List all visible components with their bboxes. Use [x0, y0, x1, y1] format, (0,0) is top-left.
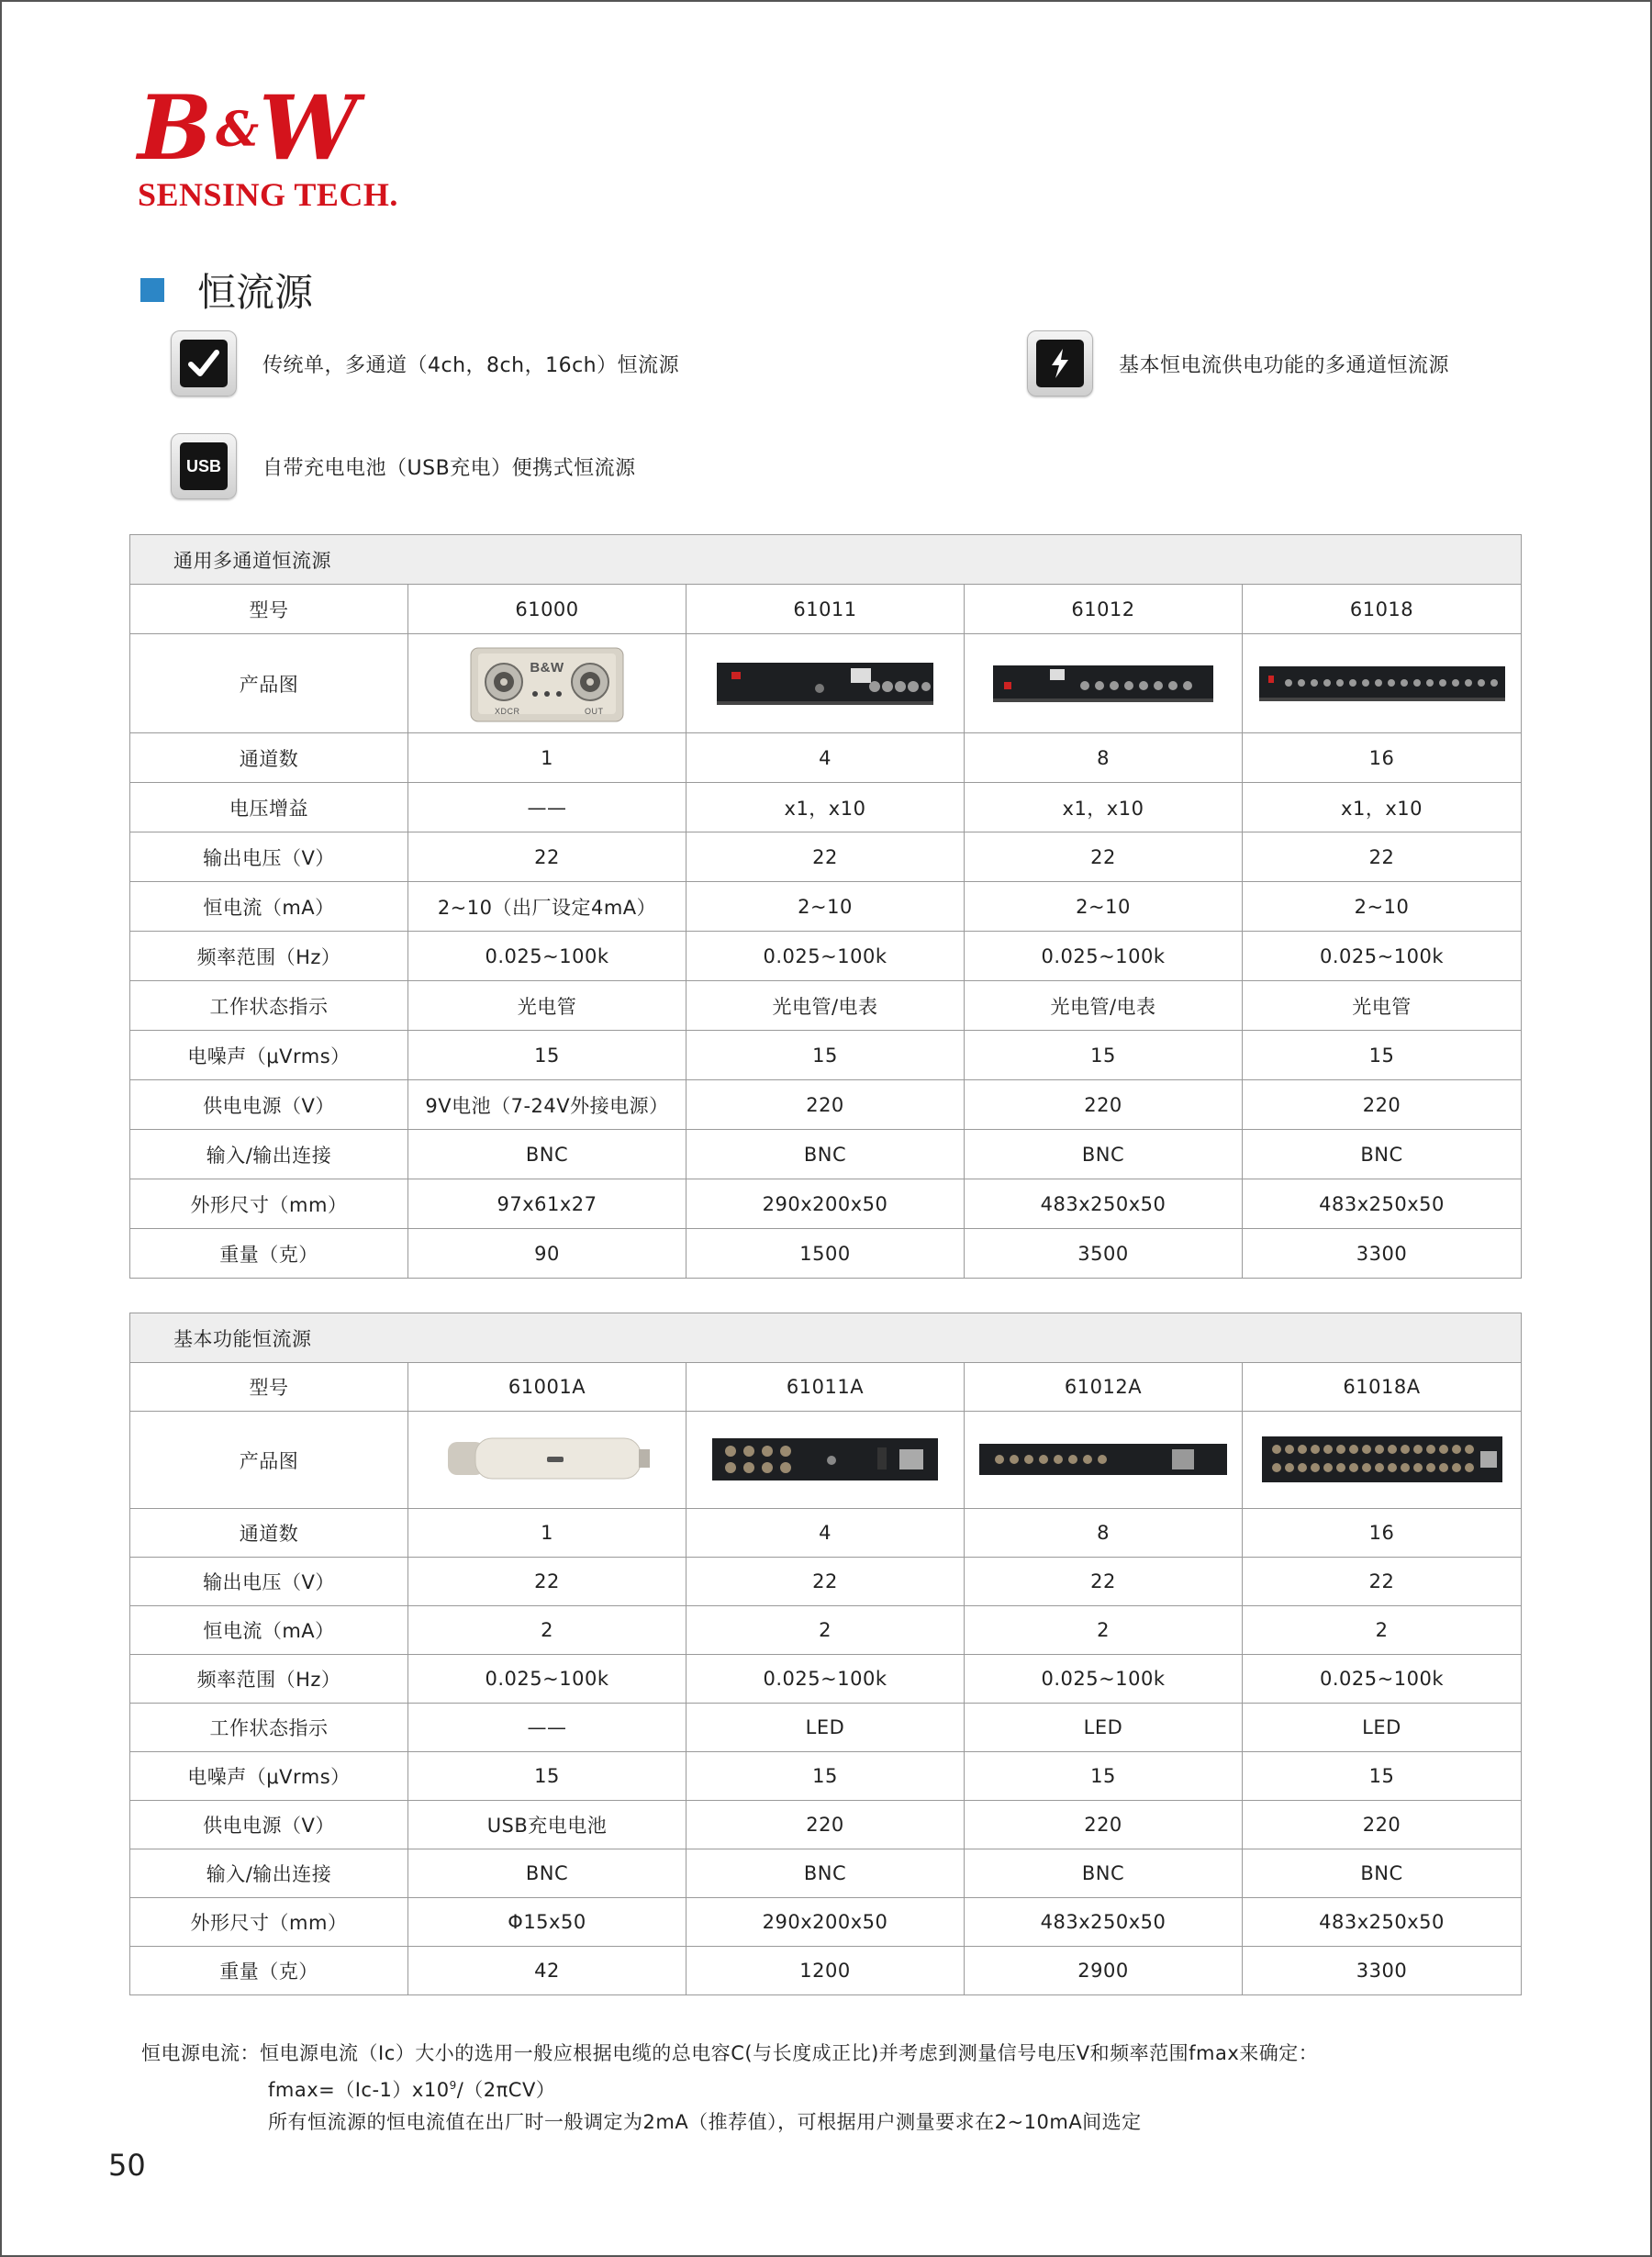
table-row — [130, 1606, 1522, 1655]
row-label: 外形尺寸（mm） — [130, 1179, 408, 1229]
cell: 483x250x50 — [1243, 1898, 1522, 1947]
row-label: 电压增益 — [130, 783, 408, 832]
cell: 22 — [408, 832, 686, 882]
row-label: 恒电流（mA） — [130, 882, 408, 932]
table-caption-row — [130, 1313, 1522, 1363]
cell: 15 — [408, 1752, 686, 1801]
cell: USB充电电池 — [408, 1801, 686, 1849]
brand-logo — [138, 76, 398, 213]
cell: BNC — [408, 1849, 686, 1898]
row-label: 输出电压（V） — [130, 832, 408, 882]
table-row — [130, 1704, 1522, 1752]
cell: 61012 — [965, 585, 1243, 634]
logo-subtitle: SENSING TECH. — [138, 176, 398, 213]
cell: 0.025~100k — [686, 932, 965, 981]
usb-icon: USB — [171, 433, 237, 499]
cell: —— — [408, 1704, 686, 1752]
table-caption: 基本功能恒流源 — [130, 1313, 1522, 1363]
cell: 220 — [1243, 1801, 1522, 1849]
row-label: 重量（克） — [130, 1947, 408, 1995]
product-image-61011 — [686, 634, 965, 733]
cell: 2~10 — [686, 882, 965, 932]
lightning-icon — [1027, 330, 1093, 397]
row-label: 电噪声（μVrms） — [130, 1031, 408, 1080]
product-image-61012A — [965, 1412, 1243, 1509]
cell: 61018 — [1243, 585, 1522, 634]
row-label: 恒电流（mA） — [130, 1606, 408, 1655]
cell: 光电管 — [1243, 981, 1522, 1031]
cell: 15 — [408, 1031, 686, 1080]
product-image-61001A — [408, 1412, 686, 1509]
cell: 2 — [686, 1606, 965, 1655]
cell: 61018A — [1243, 1363, 1522, 1412]
cell: 3300 — [1243, 1229, 1522, 1279]
cell: 61012A — [965, 1363, 1243, 1412]
cell: 97x61x27 — [408, 1179, 686, 1229]
table-row — [130, 1655, 1522, 1704]
table-row — [130, 1947, 1522, 1995]
cell: 0.025~100k — [408, 1655, 686, 1704]
row-label: 供电电源（V） — [130, 1080, 408, 1130]
row-label: 频率范围（Hz） — [130, 932, 408, 981]
cell: 22 — [686, 1558, 965, 1606]
formula-exponent: 9 — [449, 2079, 457, 2092]
row-label: 型号 — [130, 585, 408, 634]
cell: 2 — [965, 1606, 1243, 1655]
cell: —— — [408, 783, 686, 832]
cell: 61001A — [408, 1363, 686, 1412]
cell: x1，x10 — [1243, 783, 1522, 832]
cell: 4 — [686, 1509, 965, 1558]
cell: 15 — [686, 1752, 965, 1801]
svg-text:XDCR: XDCR — [495, 706, 520, 716]
cell: 2~10 — [1243, 882, 1522, 932]
cell: 1200 — [686, 1947, 965, 1995]
product-image-61011A — [686, 1412, 965, 1509]
table-row-images — [130, 634, 1522, 733]
feature-text: 自带充电电池（USB充电）便携式恒流源 — [262, 456, 636, 480]
formula-prefix: fmax=（Ic-1）x10 — [268, 2079, 450, 2101]
table-row-images — [130, 1412, 1522, 1509]
cell: 2~10（出厂设定4mA） — [408, 882, 686, 932]
footnote-line3: 所有恒流源的恒电流值在出厂时一般调定为2mA（推荐值），可根据用户测量要求在2~10mA间选定 — [268, 2111, 1142, 2133]
table-row — [130, 585, 1522, 634]
feature-text: 传统单，多通道（4ch，8ch，16ch）恒流源 — [262, 353, 680, 377]
cell: BNC — [686, 1849, 965, 1898]
checkmark-icon — [171, 330, 237, 397]
table-row — [130, 1558, 1522, 1606]
table-caption: 通用多通道恒流源 — [130, 535, 1522, 585]
heading-square-icon — [140, 278, 164, 302]
product-image-61018A — [1243, 1412, 1522, 1509]
cell: 9V电池（7-24V外接电源） — [408, 1080, 686, 1130]
cell: 8 — [965, 1509, 1243, 1558]
cell: 220 — [965, 1080, 1243, 1130]
cell: 3500 — [965, 1229, 1243, 1279]
row-label: 输入/输出连接 — [130, 1849, 408, 1898]
cell: 22 — [686, 832, 965, 882]
table-row — [130, 832, 1522, 882]
table-basic-function — [129, 1313, 1522, 1995]
cell: 15 — [965, 1031, 1243, 1080]
cell: 0.025~100k — [965, 1655, 1243, 1704]
cell: BNC — [408, 1130, 686, 1179]
table-row — [130, 1752, 1522, 1801]
table-row — [130, 1509, 1522, 1558]
cell: 4 — [686, 733, 965, 783]
cell: 90 — [408, 1229, 686, 1279]
cell: 483x250x50 — [965, 1179, 1243, 1229]
cell: LED — [1243, 1704, 1522, 1752]
table-row — [130, 1031, 1522, 1080]
svg-text:OUT: OUT — [585, 706, 604, 716]
formula-suffix: /（2πCV） — [456, 2079, 556, 2101]
row-label: 工作状态指示 — [130, 1704, 408, 1752]
section-title: 恒流源 — [197, 270, 314, 315]
row-label: 电噪声（μVrms） — [130, 1752, 408, 1801]
table-row — [130, 1801, 1522, 1849]
cell: 15 — [965, 1752, 1243, 1801]
cell: BNC — [965, 1849, 1243, 1898]
cell: 22 — [408, 1558, 686, 1606]
table-row — [130, 1898, 1522, 1947]
svg-text:B&W: B&W — [530, 659, 564, 676]
table-row — [130, 1229, 1522, 1279]
row-label: 外形尺寸（mm） — [130, 1898, 408, 1947]
cell: LED — [686, 1704, 965, 1752]
row-label: 重量（克） — [130, 1229, 408, 1279]
feature-usb — [171, 433, 636, 499]
cell: 0.025~100k — [965, 932, 1243, 981]
row-label: 产品图 — [130, 634, 408, 733]
footnote-label: 恒电源电流： — [141, 2042, 260, 2064]
cell: BNC — [686, 1130, 965, 1179]
cell: 光电管/电表 — [965, 981, 1243, 1031]
cell: 2 — [1243, 1606, 1522, 1655]
cell: 光电管 — [408, 981, 686, 1031]
cell: BNC — [1243, 1130, 1522, 1179]
cell: x1，x10 — [686, 783, 965, 832]
row-label: 型号 — [130, 1363, 408, 1412]
row-label: 通道数 — [130, 733, 408, 783]
cell: 22 — [965, 832, 1243, 882]
cell: 15 — [1243, 1031, 1522, 1080]
footnote-formula — [141, 2070, 1318, 2106]
section-heading — [140, 263, 313, 318]
row-label: 工作状态指示 — [130, 981, 408, 1031]
cell: 290x200x50 — [686, 1898, 965, 1947]
table-row — [130, 882, 1522, 932]
cell: 8 — [965, 733, 1243, 783]
page-number: 50 — [108, 2148, 146, 2183]
row-label: 供电电源（V） — [130, 1801, 408, 1849]
table-row — [130, 1179, 1522, 1229]
table-caption-row — [130, 535, 1522, 585]
footnote-line1: 恒电源电流（Ic）大小的选用一般应根据电缆的总电容C(与长度成正比)并考虑到测量信号电压V和频率范围fmax来确定： — [260, 2042, 1319, 2064]
table-row — [130, 932, 1522, 981]
row-label: 输出电压（V） — [130, 1558, 408, 1606]
row-label: 通道数 — [130, 1509, 408, 1558]
cell: 3300 — [1243, 1947, 1522, 1995]
cell: 290x200x50 — [686, 1179, 965, 1229]
cell: 2~10 — [965, 882, 1243, 932]
cell: 光电管/电表 — [686, 981, 965, 1031]
row-label: 产品图 — [130, 1412, 408, 1509]
cell: 220 — [686, 1080, 965, 1130]
cell: 220 — [1243, 1080, 1522, 1130]
table-row — [130, 981, 1522, 1031]
cell: 22 — [1243, 1558, 1522, 1606]
product-image-61000 — [408, 634, 686, 733]
feature-traditional — [171, 330, 679, 397]
table-row — [130, 1363, 1522, 1412]
cell: 22 — [965, 1558, 1243, 1606]
product-image-61012 — [965, 634, 1243, 733]
cell: BNC — [965, 1130, 1243, 1179]
cell: 16 — [1243, 733, 1522, 783]
cell: 1500 — [686, 1229, 965, 1279]
logo-main: B&W — [138, 76, 362, 180]
cell: 0.025~100k — [686, 1655, 965, 1704]
cell: 483x250x50 — [1243, 1179, 1522, 1229]
cell: LED — [965, 1704, 1243, 1752]
product-image-61018 — [1243, 634, 1522, 733]
feature-text: 基本恒电流供电功能的多通道恒流源 — [1119, 353, 1450, 377]
cell: 22 — [1243, 832, 1522, 882]
cell: 0.025~100k — [1243, 932, 1522, 981]
cell: 220 — [965, 1801, 1243, 1849]
cell: 2900 — [965, 1947, 1243, 1995]
table-row — [130, 733, 1522, 783]
cell: 15 — [1243, 1752, 1522, 1801]
cell: 42 — [408, 1947, 686, 1995]
row-label: 输入/输出连接 — [130, 1130, 408, 1179]
cell: 2 — [408, 1606, 686, 1655]
footnote — [141, 2038, 1318, 2139]
table-row — [130, 1080, 1522, 1130]
cell: 1 — [408, 733, 686, 783]
cell: 1 — [408, 1509, 686, 1558]
table-row — [130, 783, 1522, 832]
cell: 0.025~100k — [408, 932, 686, 981]
cell: 61000 — [408, 585, 686, 634]
row-label: 频率范围（Hz） — [130, 1655, 408, 1704]
table-row — [130, 1849, 1522, 1898]
cell: x1，x10 — [965, 783, 1243, 832]
cell: 483x250x50 — [965, 1898, 1243, 1947]
table-general-multichannel — [129, 534, 1522, 1279]
cell: BNC — [1243, 1849, 1522, 1898]
cell: Φ15x50 — [408, 1898, 686, 1947]
cell: 220 — [686, 1801, 965, 1849]
table-row — [130, 1130, 1522, 1179]
feature-basic — [1027, 330, 1449, 397]
cell: 61011A — [686, 1363, 965, 1412]
cell: 16 — [1243, 1509, 1522, 1558]
cell: 0.025~100k — [1243, 1655, 1522, 1704]
cell: 15 — [686, 1031, 965, 1080]
cell: 61011 — [686, 585, 965, 634]
